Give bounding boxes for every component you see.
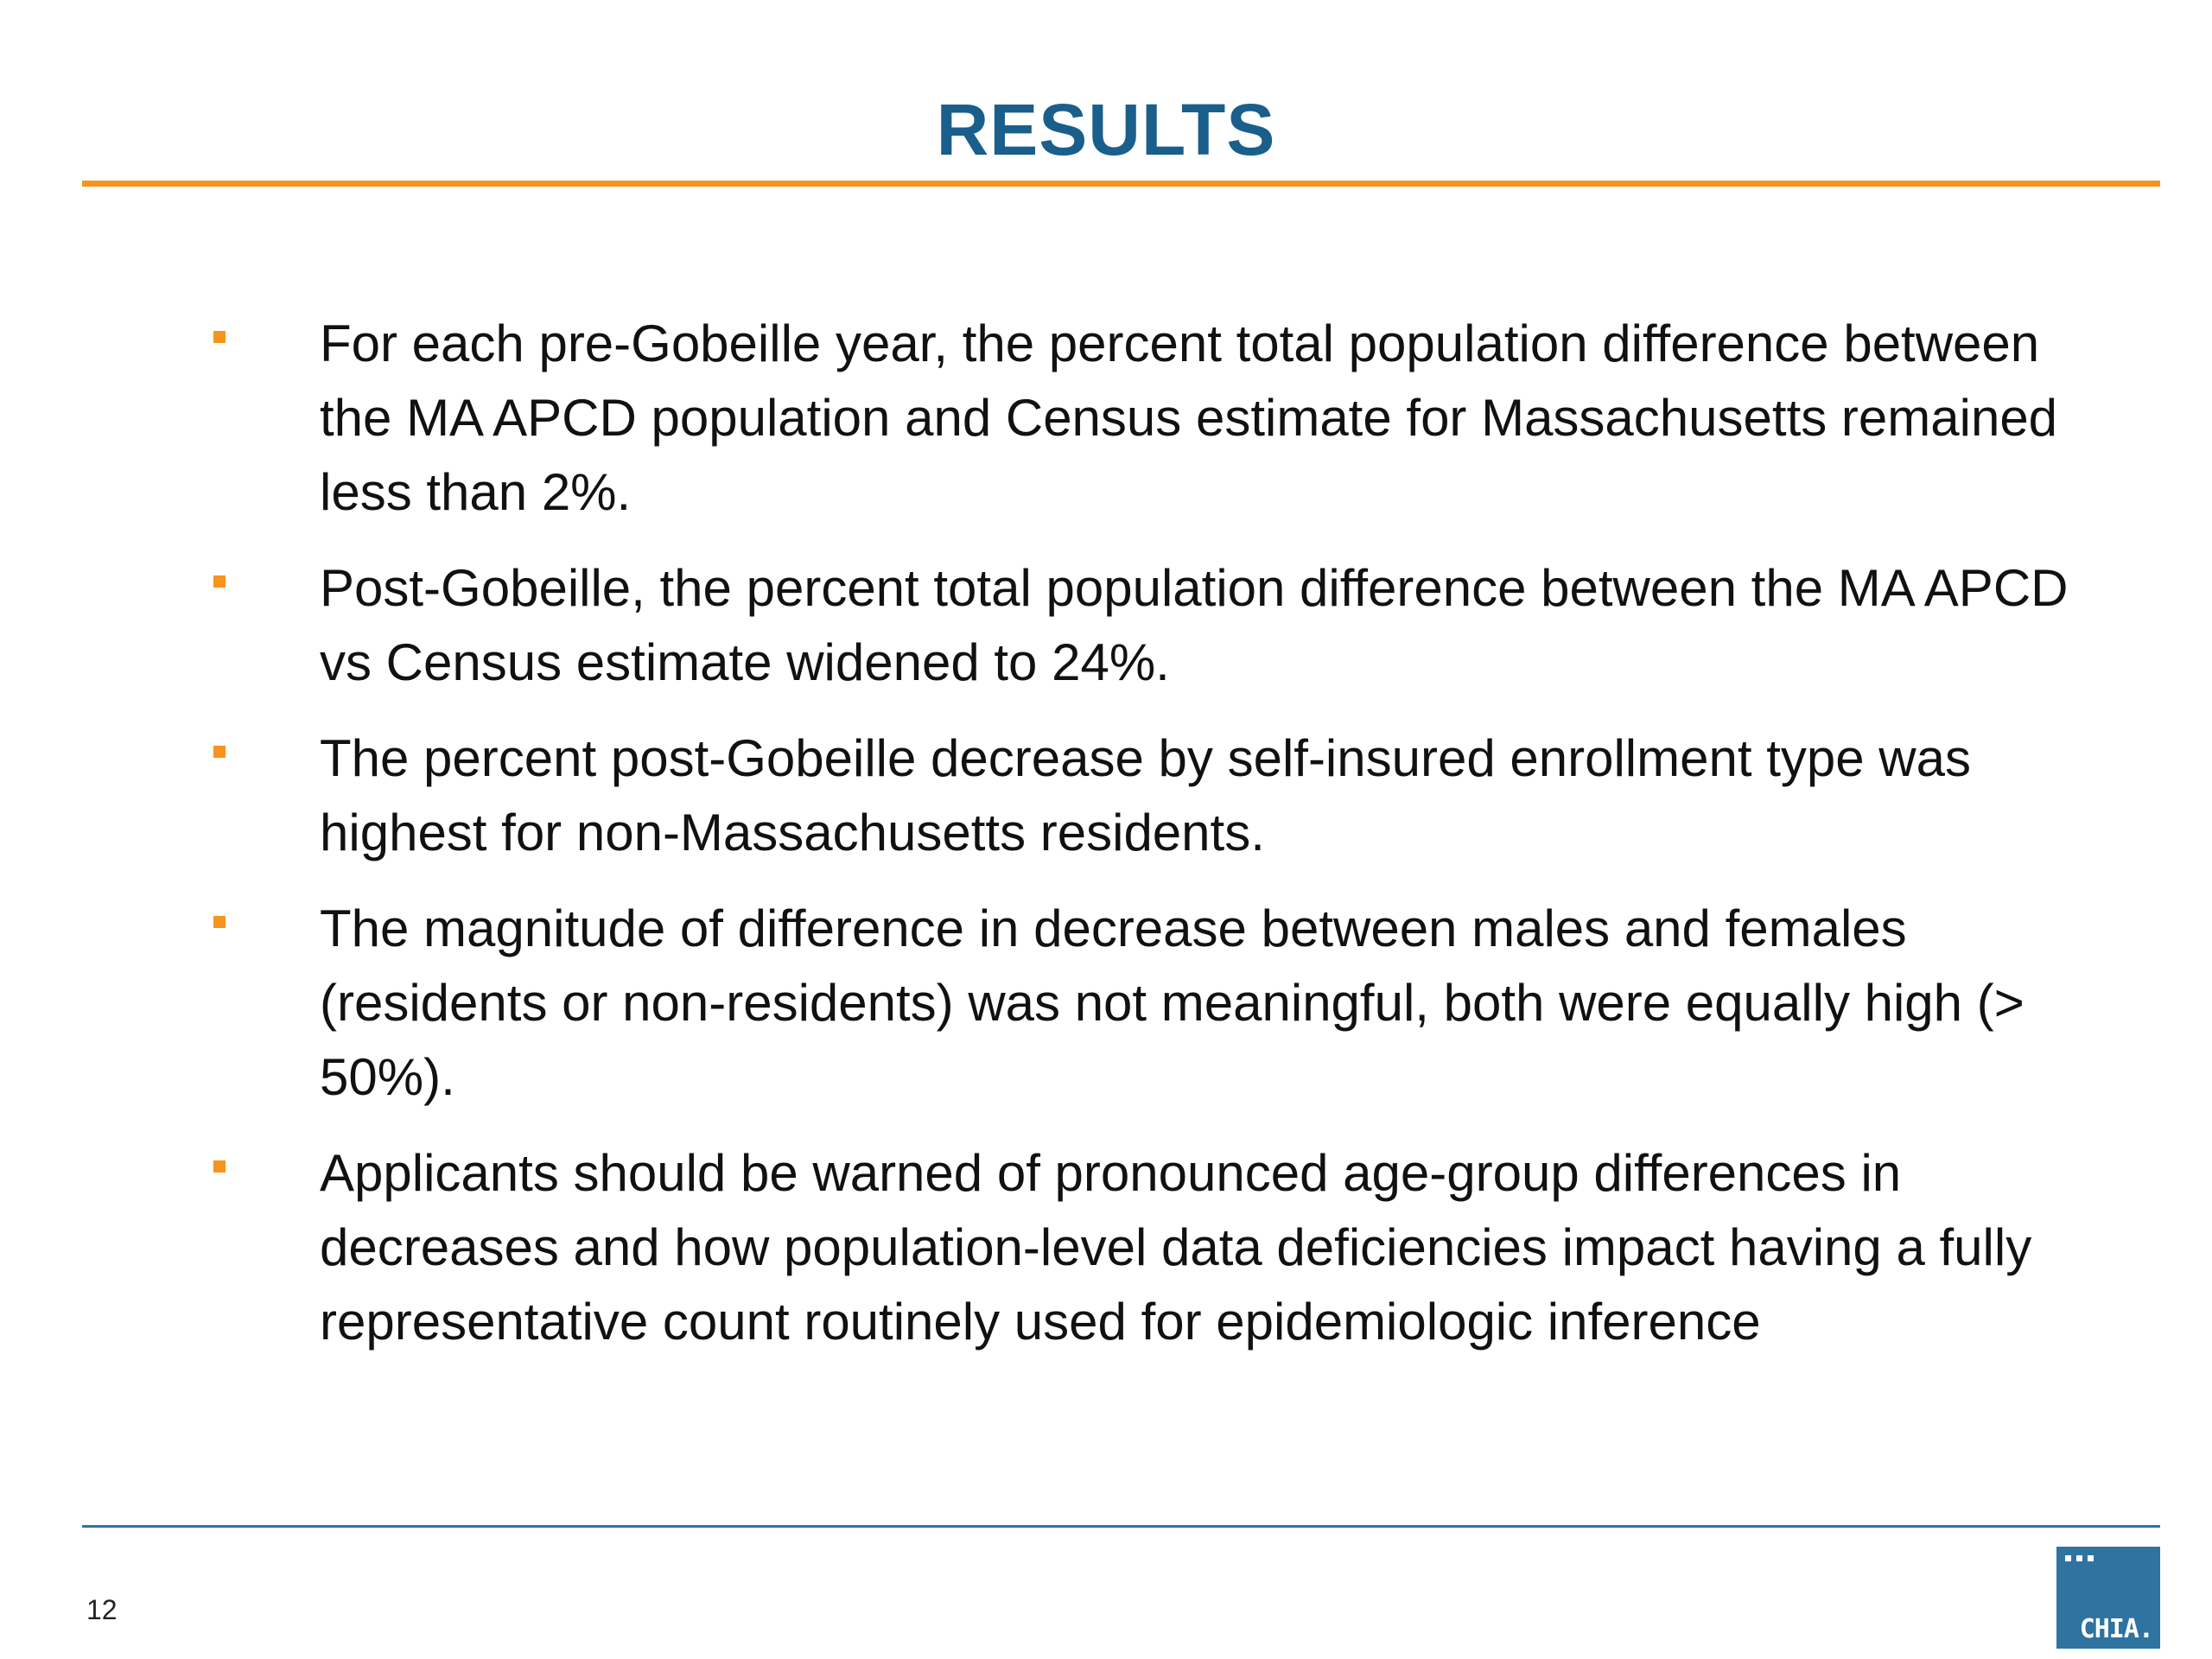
bullet-item bbox=[0, 1136, 2212, 1359]
footer-divider bbox=[82, 1525, 2160, 1528]
bullet-item bbox=[0, 307, 2212, 530]
title-divider bbox=[82, 181, 2160, 187]
logo-text: CHIA. bbox=[2079, 1614, 2153, 1644]
bullet-text: The magnitude of difference in decrease between males and females (residents or non-residents) was not meaningful, both were equally high (> 50%). bbox=[320, 899, 2024, 1106]
square-bullet-icon bbox=[213, 1160, 226, 1173]
chia-logo bbox=[2056, 1547, 2160, 1649]
bullet-text: Post-Gobeille, the percent total population difference between the MA APCD vs Census estimate widened to 24%. bbox=[320, 559, 2069, 691]
bullet-item bbox=[0, 892, 2212, 1115]
bullet-item bbox=[0, 721, 2212, 870]
bullet-text: For each pre-Gobeille year, the percent total population difference between the MA APCD population and Census estimate for Massachusetts remained less than 2%. bbox=[320, 315, 2058, 521]
slide-title: RESULTS bbox=[936, 89, 1276, 170]
square-bullet-icon bbox=[213, 746, 226, 758]
bullet-text: The percent post-Gobeille decrease by self-insured enrollment type was highest for non-Massachusetts residents. bbox=[320, 729, 1971, 861]
square-bullet-icon bbox=[213, 575, 226, 588]
bullet-list bbox=[0, 307, 2212, 1381]
square-bullet-icon bbox=[213, 331, 226, 343]
logo-dots-icon bbox=[2065, 1555, 2094, 1561]
page-number: 12 bbox=[86, 1594, 118, 1625]
bullet-item bbox=[0, 551, 2212, 700]
square-bullet-icon bbox=[213, 916, 226, 928]
bullet-text: Applicants should be warned of pronounced age-group differences in decreases and how population-level data deficiencies impact having a fully representative count routinely used for epidemiologic inference bbox=[320, 1144, 2032, 1351]
